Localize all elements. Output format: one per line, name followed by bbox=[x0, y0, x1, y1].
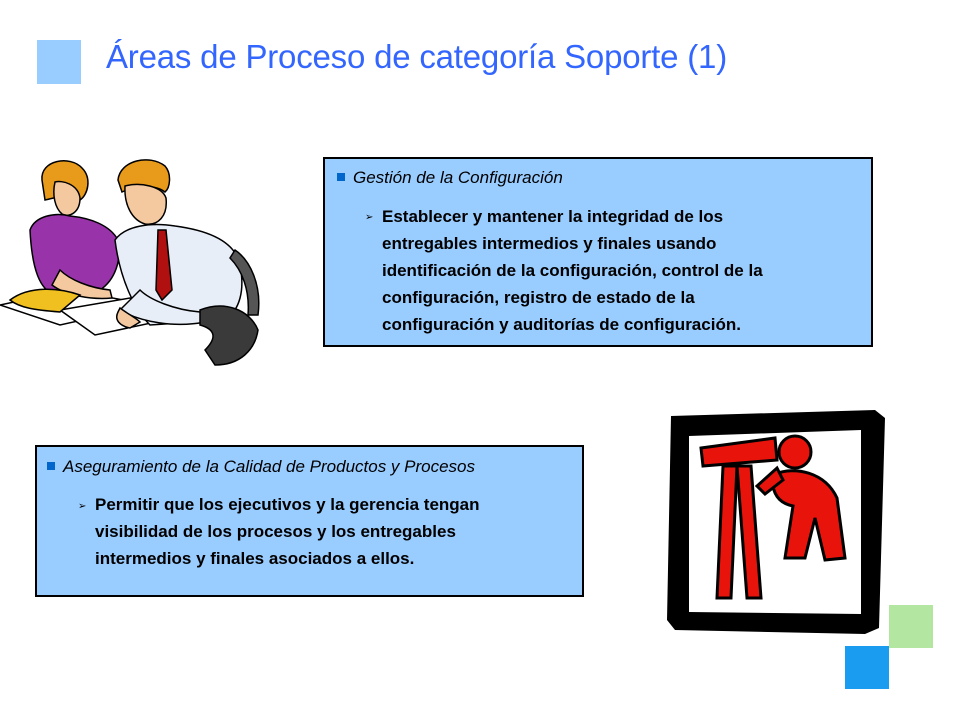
box2-line: Permitir que los ejecutivos y la gerencia tengan bbox=[95, 495, 480, 514]
box1-line: entregables intermedios y finales usando bbox=[382, 234, 717, 253]
bullet-square-icon bbox=[47, 462, 55, 470]
box2-heading-text: Aseguramiento de la Calidad de Productos y Procesos bbox=[63, 457, 476, 476]
box1-line: Establecer y mantener la integridad de los bbox=[382, 207, 724, 226]
box1-heading bbox=[337, 168, 563, 188]
arrow-bullet-icon: ➢ bbox=[365, 212, 374, 223]
box1-heading-text: Gestión de la Configuración bbox=[353, 168, 563, 187]
telescope-clipart-image bbox=[665, 408, 887, 636]
decoration-square-blue bbox=[845, 646, 889, 689]
bullet-square-icon bbox=[337, 173, 345, 181]
box1-line: configuración y auditorías de configuración. bbox=[382, 315, 741, 334]
box1-line: identificación de la configuración, control de la bbox=[382, 261, 763, 280]
arrow-bullet-icon: ➢ bbox=[78, 501, 87, 512]
box2-line: visibilidad de los procesos y los entregables bbox=[95, 522, 456, 541]
configuration-management-box bbox=[323, 157, 873, 347]
people-clipart-image bbox=[0, 150, 270, 370]
box2-line: intermedios y finales asociados a ellos. bbox=[95, 549, 415, 568]
box1-line: configuración, registro de estado de la bbox=[382, 288, 695, 307]
box1-body bbox=[382, 203, 862, 338]
title-decoration-square bbox=[37, 40, 81, 84]
quality-assurance-box bbox=[35, 445, 584, 597]
box2-body bbox=[95, 491, 575, 572]
slide-title: Áreas de Proceso de categoría Soporte (1) bbox=[106, 38, 727, 75]
box2-heading bbox=[47, 457, 475, 477]
decoration-square-green bbox=[889, 605, 933, 648]
